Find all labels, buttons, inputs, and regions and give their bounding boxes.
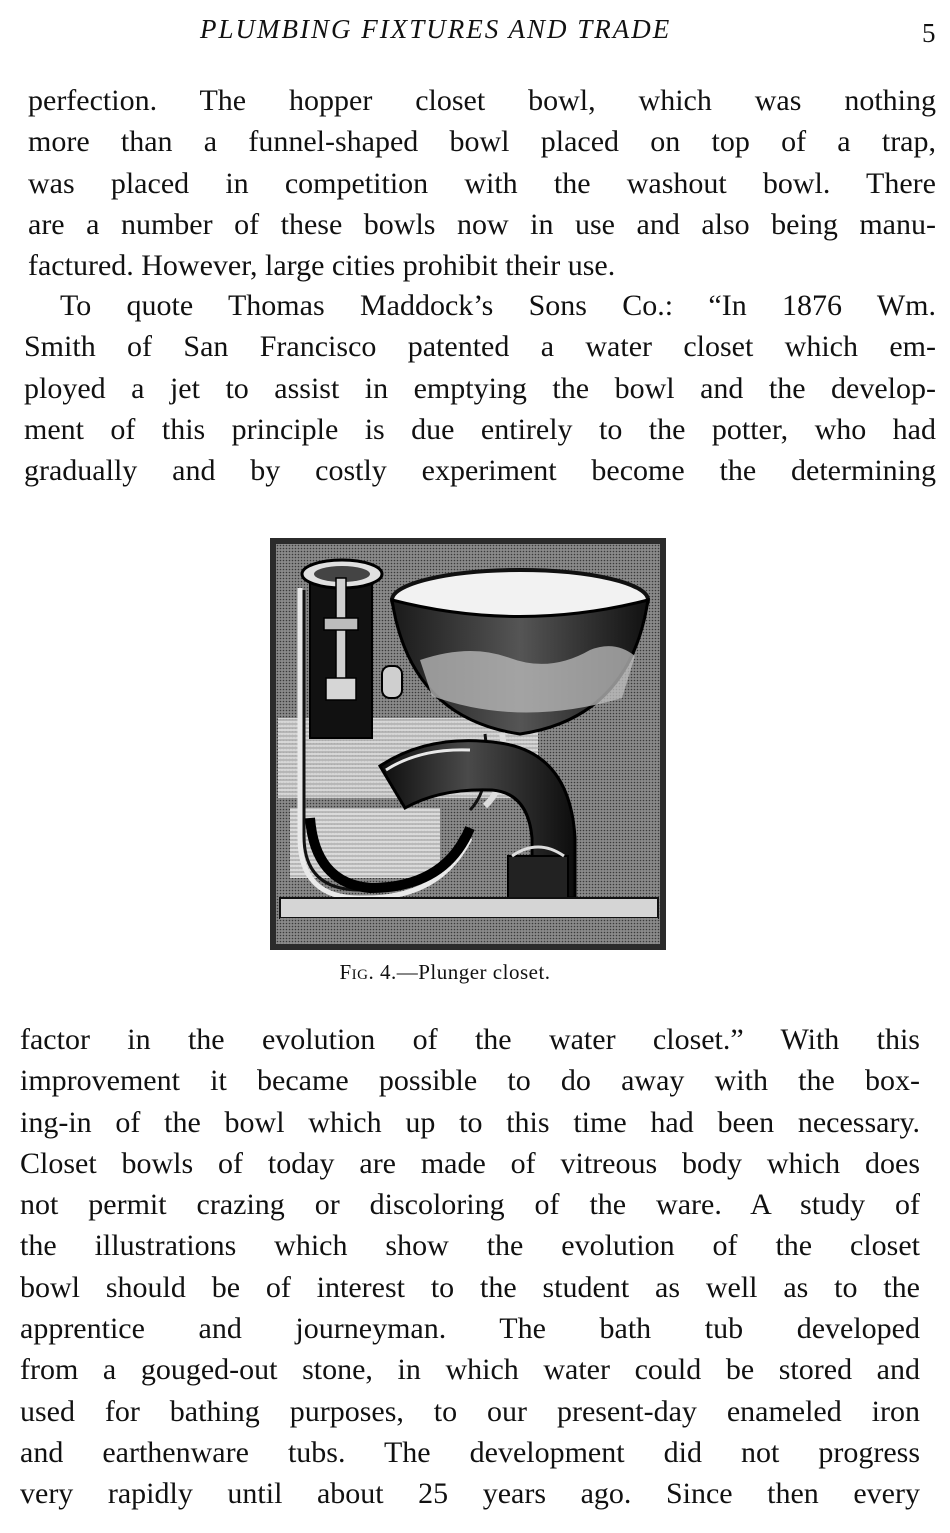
text-line: perfection. The hopper closet bowl, which was nothing: [28, 84, 936, 117]
text-line: ployed a jet to assist in emptying the bowl and the develop-: [24, 371, 936, 405]
text-line: more than a funnel-shaped bowl placed on top of a trap,: [28, 125, 936, 159]
text-line: ing-in of the bowl which up to this time had been necessary.: [20, 1105, 920, 1139]
text-line: the illustrations which show the evolution of the closet: [20, 1229, 920, 1263]
plunger-closet-illustration: [270, 538, 666, 950]
text-line: ment of this principle is due entirely to the potter, who had: [24, 412, 936, 446]
text-line: Smith of San Francisco patented a water closet which em-: [24, 330, 936, 364]
text-line: not permit crazing or discoloring of the ware. A study of: [20, 1188, 920, 1222]
text-line: factor in the evolution of the water closet.” With this: [20, 1023, 920, 1056]
figure-label: Fig. 4.: [339, 960, 397, 984]
text-line: apprentice and journeyman. The bath tub developed: [20, 1312, 920, 1346]
text-line: was placed in competition with the washout bowl. There: [28, 166, 936, 200]
text-line: gradually and by costly experiment become the determining: [24, 454, 936, 488]
running-head: [0, 10, 950, 50]
text-line: very rapidly until about 25 years ago. Since then every: [20, 1477, 920, 1511]
text-line: from a gouged-out stone, in which water could be stored and: [20, 1353, 920, 1387]
text-line: are a number of these bowls now in use and also being manu-: [28, 207, 936, 241]
paragraph-1: [28, 80, 936, 286]
text-line: used for bathing purposes, to our present-day enameled iron: [20, 1394, 920, 1428]
text-line: factured. However, large cities prohibit their use.: [28, 249, 616, 283]
text-line: improvement it became possible to do away with the box-: [20, 1064, 920, 1098]
text-line: bowl should be of interest to the student as well as to the: [20, 1270, 920, 1304]
figure-caption-text: —Plunger closet.: [396, 960, 551, 984]
paragraph-3: [20, 1019, 920, 1515]
paragraph-2: [24, 285, 936, 491]
text-line: To quote Thomas Maddock’s Sons Co.: “In 1876 Wm.: [60, 289, 936, 322]
text-line: and earthenware tubs. The development did not progress: [20, 1435, 920, 1469]
text-line: Closet bowls of today are made of vitreous body which does: [20, 1146, 920, 1180]
running-title: PLUMBING FIXTURES AND TRADE: [200, 14, 672, 44]
page-number: 5: [922, 18, 936, 48]
figure-plunger-closet: [270, 538, 666, 950]
figure-caption: [0, 960, 890, 985]
